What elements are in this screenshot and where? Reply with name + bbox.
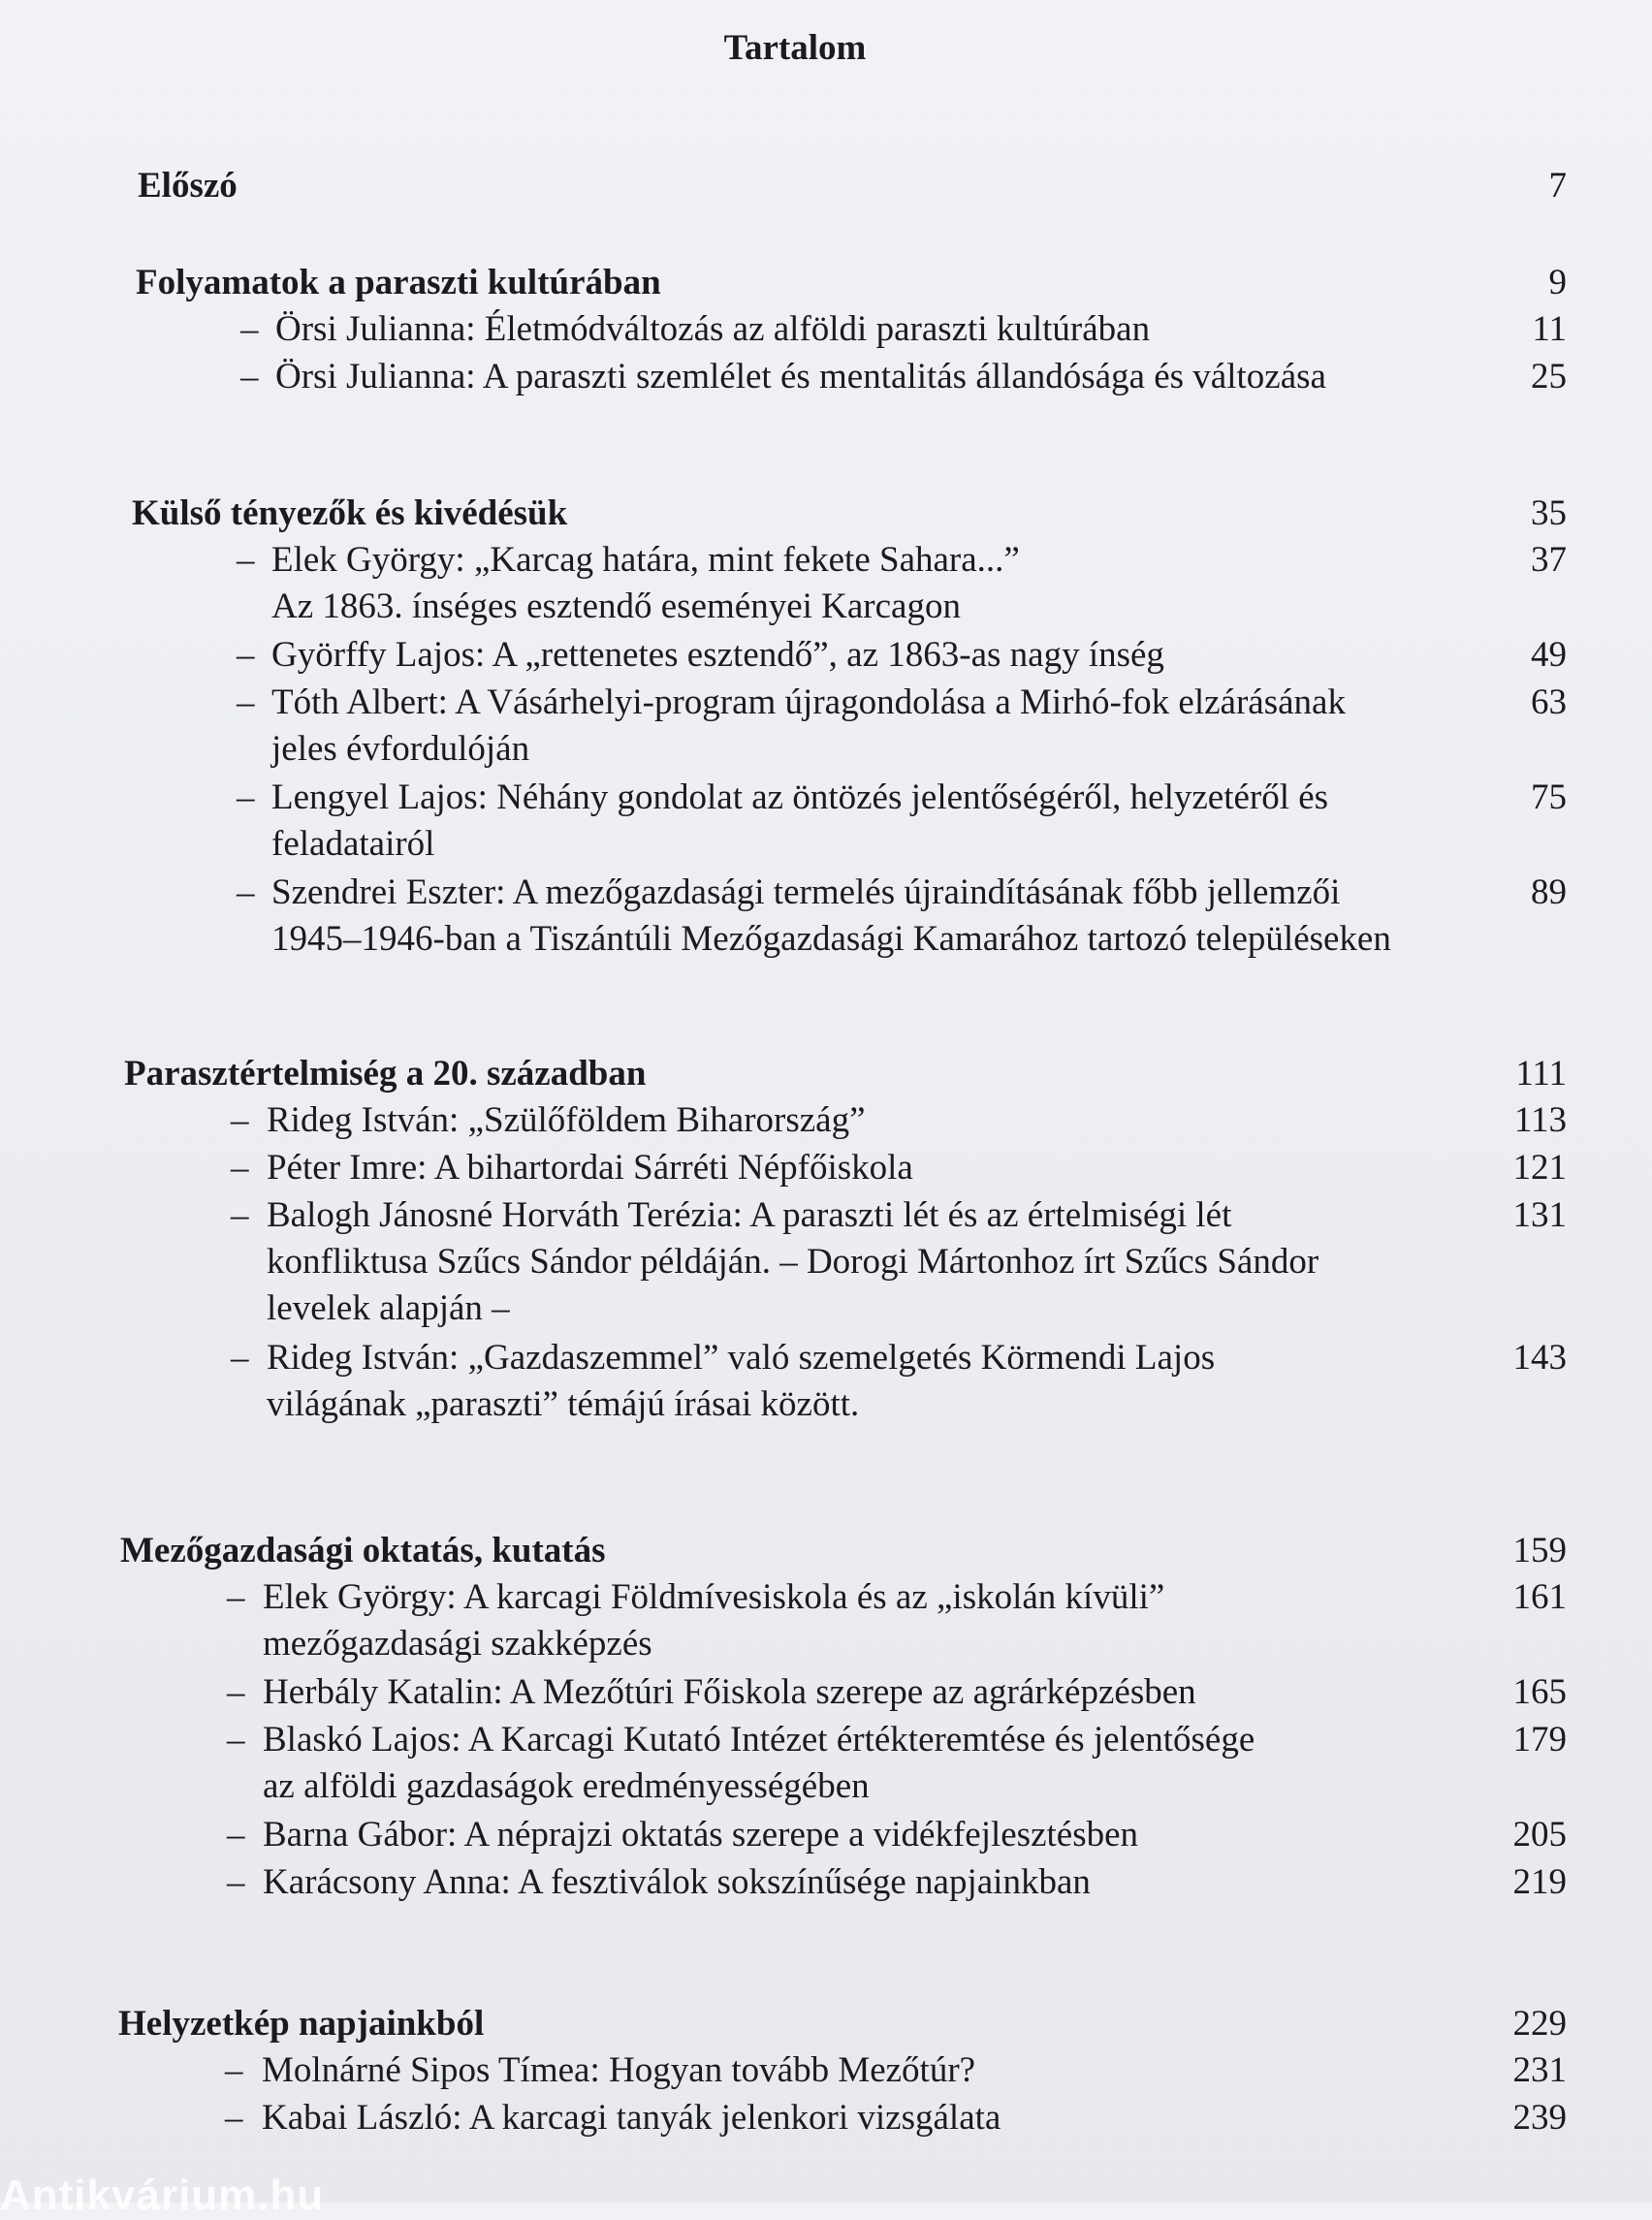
entry-title [263,1717,1484,1810]
entry-title [275,306,1497,353]
toc-entry [0,537,1590,632]
section-heading [0,491,1590,537]
toc-entry [0,1574,1590,1669]
entry-line: mezőgazdasági szakképzés [263,1624,652,1664]
toc-entry [0,680,1590,775]
entry-page-number: 89 [1531,872,1567,912]
entry-title [263,1669,1484,1716]
section-title: Parasztértelmiség a 20. században [124,1054,647,1094]
entry-dash: – [231,1148,249,1188]
section-heading [0,163,1590,209]
section-page-number: 7 [1548,166,1567,206]
entry-page-number: 239 [1512,2098,1567,2138]
entry-dash: – [231,1338,249,1378]
toc-entry [0,2095,1590,2142]
toc-entry [0,306,1590,354]
toc-section [0,260,1590,401]
entry-dash: – [237,682,255,722]
entry-line: Tóth Albert: A Vásárhelyi-program újragondolása a Mirhó-fok elzárásának [271,682,1346,722]
entry-line: Györffy Lajos: A „rettenetes esztendő”, az 1863-as nagy ínség [271,635,1164,675]
toc-entry [0,2047,1590,2095]
toc-entry [0,1669,1590,1717]
section-heading [0,1528,1590,1574]
entry-line: Kabai László: A karcagi tanyák jelenkori vizsgálata [262,2098,1001,2138]
entry-title [262,2047,1483,2094]
entry-page-number: 49 [1531,635,1567,675]
toc-entry [0,1859,1590,1907]
toc-entry [0,1812,1590,1859]
section-page-number: 229 [1512,2004,1567,2044]
toc-entry [0,354,1590,401]
entry-page-number: 75 [1531,777,1567,817]
entry-title [271,537,1493,630]
entry-dash: – [237,635,255,675]
entry-line: feladatairól [271,824,435,864]
entry-line: levelek alapján – [267,1288,510,1328]
entry-title [262,2095,1483,2141]
toc-section [0,2001,1590,2142]
toc-entry [0,1097,1590,1145]
entry-line: Rideg István: „Szülőföldem Biharország” [267,1100,866,1140]
entry-line: Elek György: A karcagi Földmívesiskola és az „iskolán kívüli” [263,1577,1165,1617]
entry-title [267,1192,1488,1332]
entry-line: Balogh Jánosné Horváth Terézia: A paraszti lét és az értelmiségi lét [267,1195,1232,1235]
entry-title [263,1574,1484,1667]
entry-page-number: 11 [1532,309,1567,349]
section-page-number: 159 [1512,1531,1567,1570]
entry-page-number: 205 [1512,1815,1567,1855]
entry-line: Barna Gábor: A néprajzi oktatás szerepe a vidékfejlesztésben [263,1815,1139,1855]
section-title: Folyamatok a paraszti kultúrában [136,263,661,302]
entry-page-number: 113 [1513,1100,1567,1140]
entry-title [275,354,1497,400]
entry-title [267,1097,1488,1144]
entry-dash: – [240,357,259,396]
entry-line: jeles évfordulóján [271,729,530,769]
entry-title [271,870,1493,963]
entry-line: Rideg István: „Gazdaszemmel” való szemelgetés Körmendi Lajos [267,1338,1216,1378]
entry-dash: – [225,2050,243,2090]
section-title: Helyzetkép napjainkból [118,2004,485,2044]
entry-page-number: 231 [1512,2050,1567,2090]
entry-line: Herbály Katalin: A Mezőtúri Főiskola szerepe az agrárképzésben [263,1672,1196,1712]
entry-dash: – [240,309,259,349]
entry-line: konfliktusa Szűcs Sándor példáján. – Dorogi Mártonhoz írt Szűcs Sándor [267,1242,1319,1282]
entry-dash: – [231,1100,249,1140]
entry-title [267,1335,1488,1428]
section-page-number: 35 [1531,493,1567,533]
toc-section [0,1528,1590,1907]
entry-title [271,775,1493,868]
entry-dash: – [225,2098,243,2138]
toc-entry [0,1192,1590,1335]
entry-title [271,680,1493,773]
entry-dash: – [227,1720,245,1760]
entry-title [263,1859,1484,1906]
toc-entry [0,632,1590,680]
section-page-number: 9 [1548,263,1567,302]
entry-page-number: 179 [1512,1720,1567,1760]
entry-line: Szendrei Eszter: A mezőgazdasági termelés újraindításának főbb jellemzői [271,872,1341,912]
entry-line: Karácsony Anna: A fesztiválok sokszínűsége napjainkban [263,1862,1091,1902]
page-title: Tartalom [723,28,867,68]
entry-title [267,1145,1488,1191]
toc-entry [0,1717,1590,1812]
entry-line: Örsi Julianna: A paraszti szemlélet és mentalitás állandósága és változása [275,357,1326,396]
entry-line: Örsi Julianna: Életmódváltozás az alföldi paraszti kultúrában [275,309,1151,349]
entry-page-number: 25 [1531,357,1567,396]
entry-page-number: 131 [1512,1195,1567,1235]
entry-page-number: 121 [1512,1148,1567,1188]
entry-dash: – [237,872,255,912]
section-title: Előszó [138,166,238,206]
entry-line: Lengyel Lajos: Néhány gondolat az öntözés jelentőségéről, helyzetéről és [271,777,1329,817]
toc-entry [0,870,1590,965]
entry-line: 1945–1946-ban a Tiszántúli Mezőgazdasági Kamarához tartozó településeken [271,919,1391,959]
entry-title [263,1812,1484,1858]
section-heading [0,1051,1590,1097]
entry-page-number: 63 [1531,682,1567,722]
toc-section [0,491,1590,965]
entry-dash: – [227,1815,245,1855]
entry-line: Molnárné Sipos Tímea: Hogyan tovább Mezőtúr? [262,2050,976,2090]
entry-page-number: 161 [1512,1577,1567,1617]
entry-line: Péter Imre: A bihartordai Sárréti Népfőiskola [267,1148,913,1188]
section-title: Külső tényezők és kivédésük [132,493,568,533]
entry-page-number: 143 [1512,1338,1567,1378]
entry-dash: – [227,1672,245,1712]
toc-entry [0,1335,1590,1430]
section-page-number: 111 [1515,1054,1567,1094]
toc-section [0,1051,1590,1430]
entry-line: Elek György: „Karcag határa, mint fekete Sahara...” [271,540,1020,580]
toc-section [0,163,1590,209]
entry-line: világának „paraszti” témájú írásai között. [267,1384,860,1424]
entry-dash: – [237,777,255,817]
entry-dash: – [237,540,255,580]
section-heading [0,260,1590,306]
section-title: Mezőgazdasági oktatás, kutatás [120,1531,606,1570]
entry-page-number: 165 [1512,1672,1567,1712]
toc-entry [0,1145,1590,1192]
entry-line: az alföldi gazdaságok eredményességében [263,1766,870,1806]
watermark: Antikvárium.hu [0,2172,325,2219]
entry-line: Az 1863. ínséges esztendő eseményei Karcagon [271,587,961,626]
entry-title [271,632,1493,679]
entry-dash: – [231,1195,249,1235]
entry-page-number: 219 [1512,1862,1567,1902]
entry-page-number: 37 [1531,540,1567,580]
toc-entry [0,775,1590,870]
entry-line: Blaskó Lajos: A Karcagi Kutató Intézet értékteremtése és jelentősége [263,1720,1255,1760]
entry-dash: – [227,1577,245,1617]
section-heading [0,2001,1590,2047]
entry-dash: – [227,1862,245,1902]
